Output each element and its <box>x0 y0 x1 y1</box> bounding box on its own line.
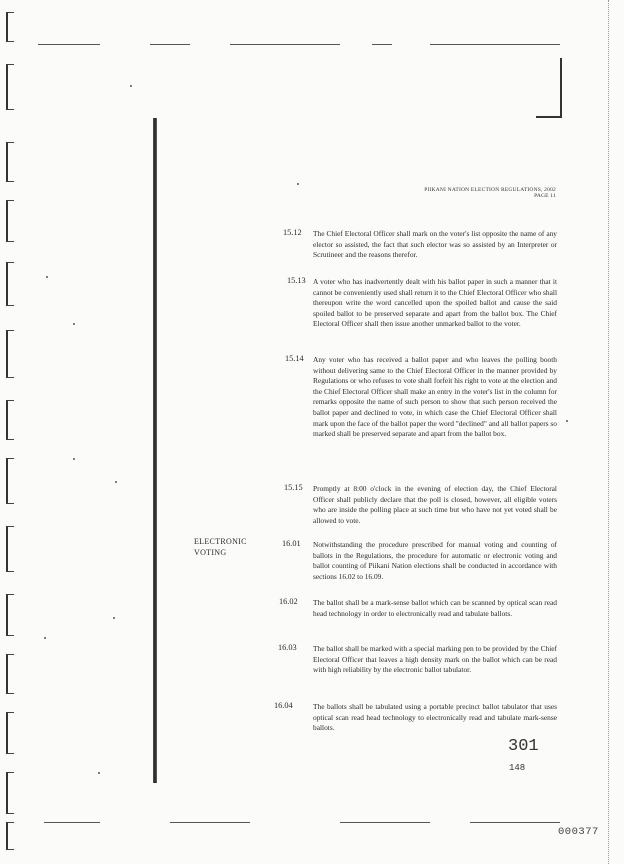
section-text: The ballot shall be a mark-sense ballot which can be scanned by optical scan read head technology in order to electronically read and tabulate ballots. <box>313 598 557 618</box>
section-text: A voter who has inadvertently dealt with his ballot paper in such a manner that it cannot be conveniently used shall return it to the Chief Electoral Officer who shall thereupon write the word cancelled upon the spoiled ballot and cause the said spoiled ballot to be preserved separate and apart from the ballot box. The Chief Electoral Officer shall then issue another unmarked ballot to the voter. <box>313 277 557 329</box>
document-id: 000377 <box>558 826 599 838</box>
scan-edge-mark <box>6 330 14 378</box>
scan-speck <box>130 85 132 87</box>
scan-bottom-line <box>340 822 430 823</box>
scan-speck <box>73 458 75 460</box>
section-text: Promptly at 8:00 o'clock in the evening of election day, the Chief Electoral Officer shall publicly declare that the poll is closed, however, all eligible voters who are inside the polling place at such time but who have not yet voted shall be allowed to vote. <box>313 484 557 525</box>
scan-speck <box>115 481 117 483</box>
scan-top-line <box>150 44 190 45</box>
section-number: 15.14 <box>285 354 304 363</box>
scan-edge-mark <box>6 458 14 504</box>
header-title: PIIKANI NATION ELECTION REGULATIONS, 2002 <box>424 187 556 193</box>
page-number-primary: 301 <box>508 737 539 756</box>
header-page: PAGE 11 <box>534 193 556 199</box>
scan-edge-mark <box>6 594 14 636</box>
section-text: The ballots shall be tabulated using a portable precinct ballot tabulator that uses optical scan read head technology to electronically read and tabulate mark-sense ballots. <box>313 702 557 733</box>
scan-top-line <box>430 44 560 45</box>
section-number: 15.13 <box>287 276 306 285</box>
scan-bottom-line <box>44 822 100 823</box>
binding-spine <box>153 118 157 783</box>
scan-edge-mark <box>6 400 14 440</box>
scan-edge-mark <box>6 12 14 42</box>
scan-bottom-line <box>170 822 250 823</box>
scan-edge-mark <box>6 142 14 182</box>
section-number: 15.15 <box>284 483 303 492</box>
scan-edge-mark <box>6 712 14 754</box>
section-text: Notwithstanding the procedure prescribed for manual voting and counting of ballots in the Regulations, the procedure for automatic or electronic voting and ballot counting of Piikani Nation elections shall be conducted in accordance with sections 16.02 to 16.09. <box>313 540 557 581</box>
section-number: 16.03 <box>278 643 297 652</box>
scan-speck <box>44 637 46 639</box>
section-number: 16.04 <box>274 701 293 710</box>
scan-speck <box>566 420 568 422</box>
section-text: The Chief Electoral Officer shall mark on the voter's list opposite the name of any elector so assisted, the fact that such elector was so assisted by an Interpreter or Scrutineer and the reasons therefor. <box>313 229 557 260</box>
section-text: The ballot shall be marked with a special marking pen to be provided by the Chief Electoral Officer that leaves a high density mark on the ballot which can be read with high reliability by the electronic ballot tabulator. <box>313 644 557 675</box>
page-number-secondary: 148 <box>509 763 526 773</box>
scan-edge-mark <box>6 772 14 814</box>
margin-heading-line1: ELECTRONIC <box>194 537 247 546</box>
section-number: 16.01 <box>282 539 301 548</box>
scan-top-line <box>38 44 100 45</box>
scan-speck <box>297 183 299 185</box>
scan-bottom-line <box>470 822 560 823</box>
margin-heading-line2: VOTING <box>194 547 227 557</box>
scan-right-edge <box>608 0 609 864</box>
scan-corner-mark <box>536 116 562 118</box>
scan-speck <box>98 772 100 774</box>
section-text: Any voter who has received a ballot paper and who leaves the polling booth without delivering same to the Chief Electoral Officer in the manner provided by Regulations or who refuses to vote shall forfeit his right to vote at the election and the Chief Electoral Officer shall make an entry in the voter's list in the column for remarks opposite the name of such person to show that such person received the ballot paper and declined to vote, in which case the Chief Electoral Officer shall mark upon the face of the ballot paper the word "declined" and all ballot papers so marked shall be preserved separate and apart from the ballot box. <box>313 355 557 439</box>
scan-edge-mark <box>6 64 14 110</box>
scan-edge-mark <box>6 200 14 242</box>
scan-edge-mark <box>6 822 14 850</box>
scan-top-line <box>230 44 340 45</box>
scan-edge-mark <box>6 262 14 306</box>
section-number: 16.02 <box>279 597 298 606</box>
running-header <box>360 187 556 199</box>
margin-heading <box>194 537 274 558</box>
scan-edge-mark <box>6 526 14 572</box>
scan-edge-mark <box>6 654 14 694</box>
scan-corner-mark <box>560 58 562 116</box>
scan-speck <box>113 617 115 619</box>
section-number: 15.12 <box>283 228 302 237</box>
scan-speck <box>73 323 75 325</box>
scan-top-line <box>372 44 392 45</box>
scan-speck <box>46 276 48 278</box>
